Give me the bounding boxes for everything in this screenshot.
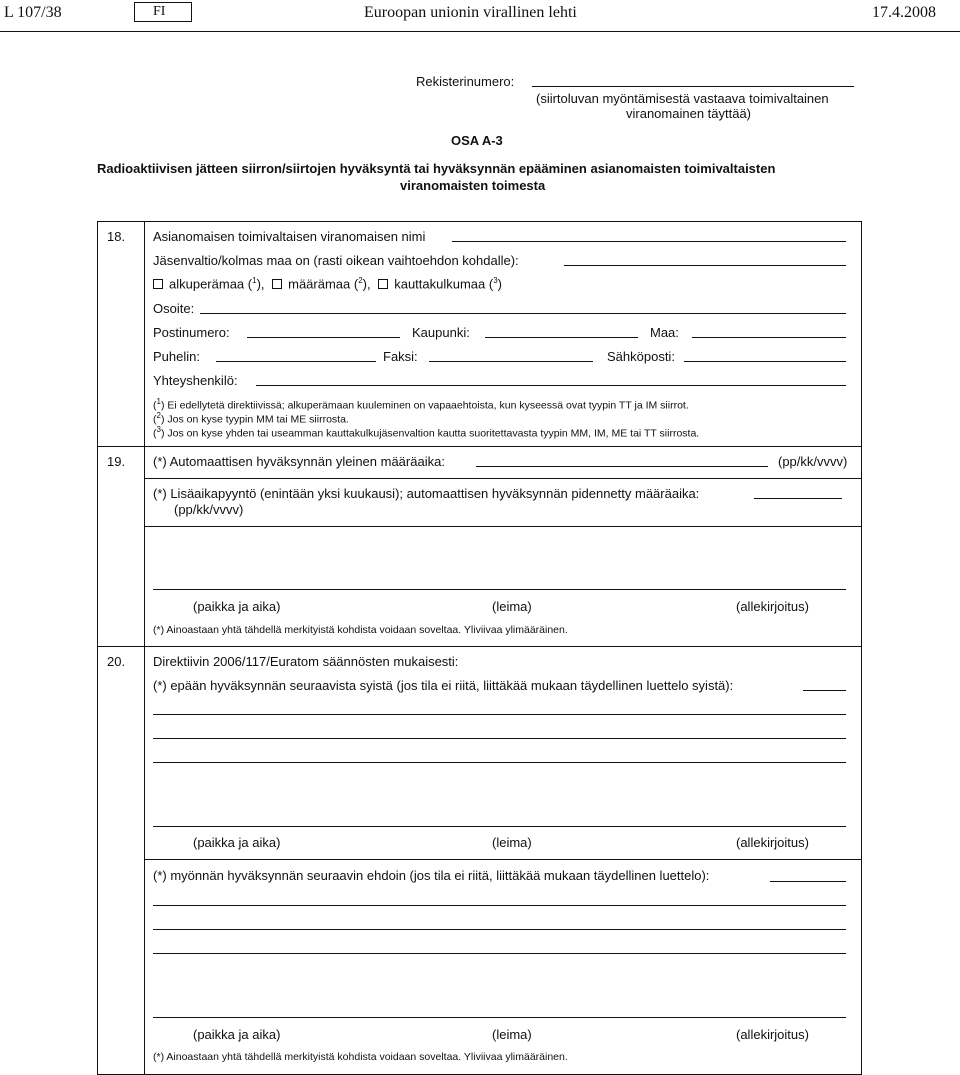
section-20-row-divider [144,859,861,860]
authority-name-label: Asianomaisen toimivaltaisen viranomaisen nimi [153,229,426,244]
member-state-label: Jäsenvaltio/kolmas maa on (rasti oikean vaihtoehdon kohdalle): [153,253,519,268]
phone-field[interactable] [216,361,376,362]
section-19-row-divider-2 [144,526,861,527]
directive-basis-label: Direktiivin 2006/117/Euratom säännösten mukaisesti: [153,654,459,669]
destination-option-label: määrämaa ( [288,276,359,292]
footnote-1-number: 1 [156,397,161,406]
registration-note-line2: viranomainen täyttää) [626,106,752,121]
footnote-1-text: Ei edellytetä direktiivissä; alkuperämaan kuuleminen on vapaaehtoista, kun kyseessä ovat tyypin TT ja IM siirrot. [167,399,689,412]
origin-option-label: alkuperämaa ( [169,276,253,292]
approval-conditions-line-4[interactable] [153,953,846,954]
registration-note-line1: (siirtoluvan myöntämisestä vastaava toimivaltainen [536,91,829,106]
extension-request-label: (*) Lisäaikapyyntö (enintään yksi kuukausi); automaattisen hyväksynnän pidennetty määräaika: [153,486,700,501]
refusal-reasons-line-3[interactable] [153,738,846,739]
section-19-signature-caption: (allekirjoitus) [736,599,809,614]
registration-label: Rekisterinumero: [416,74,515,89]
page-reference: L 107/38 [4,4,62,21]
general-deadline-field[interactable] [476,466,768,467]
city-field[interactable] [485,337,638,338]
refusal-reasons-line-2[interactable] [153,714,846,715]
form-title-line1: Radioaktiivisen jätteen siirron/siirtojen hyväksyntä tai hyväksynnän epääminen asianomaisten toimivaltaisten [97,161,776,176]
footnote-2-text: Jos on kyse tyypin MM tai ME siirrosta. [167,413,349,426]
refusal-stamp-caption: (leima) [492,835,532,850]
section-19-asterisk-note: (*) Ainoastaan yhtä tähdellä merkityistä kohdista voidaan soveltaa. Yliviivaa ylimääräinen. [153,624,568,636]
refusal-signature-line[interactable] [153,826,846,827]
section-18-number: 18. [107,229,126,244]
approval-stamp-caption: (leima) [492,1027,532,1042]
origin-checkbox[interactable] [153,279,163,289]
table-number-column-divider [144,221,145,1075]
footnote-3-number: 3 [156,425,161,434]
extension-date-format: (pp/kk/vvvv) [174,502,244,517]
approval-conditions-line-2[interactable] [153,905,846,906]
publication-date: 17.4.2008 [872,4,936,21]
origin-footnote-ref: 1 [252,276,257,285]
address-field[interactable] [200,313,846,314]
refusal-reasons-label: (*) epään hyväksynnän seuraavista syistä (jos tila ei riitä, liittäkää mukaan täydellinen luettelo syistä): [153,678,734,693]
approval-signature-caption: (allekirjoitus) [736,1027,809,1042]
section-19-stamp-caption: (leima) [492,599,532,614]
approval-conditions-label: (*) myönnän hyväksynnän seuraavin ehdoin (jos tila ei riitä, liittäkää mukaan täydellinen luettelo): [153,868,710,883]
approval-signature-line[interactable] [153,1017,846,1018]
country-field[interactable] [692,337,846,338]
footnote-2: ($^2$) Jos on kyse tyypin MM tai ME siirrosta. [153,411,349,426]
transit-option-label: kauttakulkumaa ( [394,276,494,292]
approval-place-date-caption: (paikka ja aika) [193,1027,281,1042]
contact-person-field[interactable] [256,385,846,386]
contact-person-label: Yhteyshenkilö: [153,373,238,388]
address-label: Osoite: [153,301,195,316]
approval-conditions-line-3[interactable] [153,929,846,930]
destination-checkbox[interactable] [272,279,282,289]
authority-name-field[interactable] [452,241,846,242]
transit-checkbox[interactable] [378,279,388,289]
section-19-row-divider-1 [144,478,861,479]
fax-label: Faksi: [383,349,418,364]
section-20-asterisk-note: (*) Ainoastaan yhtä tähdellä merkityistä kohdista voidaan soveltaa. Yliviivaa ylimääräinen. [153,1051,568,1063]
email-label: Sähköposti: [607,349,675,364]
member-state-field[interactable] [564,265,846,266]
refusal-signature-caption: (allekirjoitus) [736,835,809,850]
table-right-border [861,221,862,1075]
section-divider-18-19 [97,446,861,447]
registration-number-field[interactable] [532,86,854,87]
refusal-reasons-field[interactable] [803,690,846,691]
part-title: OSA A-3 [451,133,503,148]
email-field[interactable] [684,361,846,362]
phone-label: Puhelin: [153,349,200,364]
footnote-1: ($^1$) Ei edellytetä direktiivissä; alkuperämaan kuuleminen on vapaaehtoista, kun kyseessä ovat tyypin TT ja IM siirrot. [153,397,689,412]
destination-footnote-ref: 2 [358,276,363,285]
footnote-3-text: Jos on kyse yhden tai useamman kauttakulkujäsenvaltion kautta suoritettavasta tyypin MM, IM, ME tai TT siirrosta. [167,427,700,440]
general-deadline-label: (*) Automaattisen hyväksynnän yleinen määräaika: [153,454,445,469]
transit-footnote-ref: 3 [493,276,498,285]
form-title-line2: viranomaisten toimesta [400,178,546,193]
table-top-border [97,221,861,222]
approval-conditions-field[interactable] [770,881,846,882]
language-box [134,2,192,22]
member-state-options: alkuperämaa ($^1$), määrämaa ($^2$), kauttakulkumaa ($^3$) [153,276,502,291]
language-code: FI [153,4,166,19]
section-divider-19-20 [97,646,861,647]
section-19-place-date-caption: (paikka ja aika) [193,599,281,614]
city-label: Kaupunki: [412,325,470,340]
section-20-number: 20. [107,654,126,669]
fax-field[interactable] [429,361,593,362]
section-19-number: 19. [107,454,126,469]
country-label: Maa: [650,325,679,340]
section-19-signature-line[interactable] [153,589,846,590]
journal-title: Euroopan unionin virallinen lehti [364,4,577,21]
extended-deadline-field[interactable] [754,498,842,499]
refusal-reasons-line-4[interactable] [153,762,846,763]
general-deadline-format: (pp/kk/vvvv) [778,454,848,469]
table-left-border [97,221,98,1075]
footnote-2-number: 2 [156,411,161,420]
footnote-3: ($^3$) Jos on kyse yhden tai useamman kauttakulkujäsenvaltion kautta suoritettavasta tyypin MM, IM, ME tai TT siirrosta. [153,425,700,440]
header-rule [0,31,960,32]
refusal-place-date-caption: (paikka ja aika) [193,835,281,850]
postcode-field[interactable] [247,337,400,338]
postcode-label: Postinumero: [153,325,230,340]
